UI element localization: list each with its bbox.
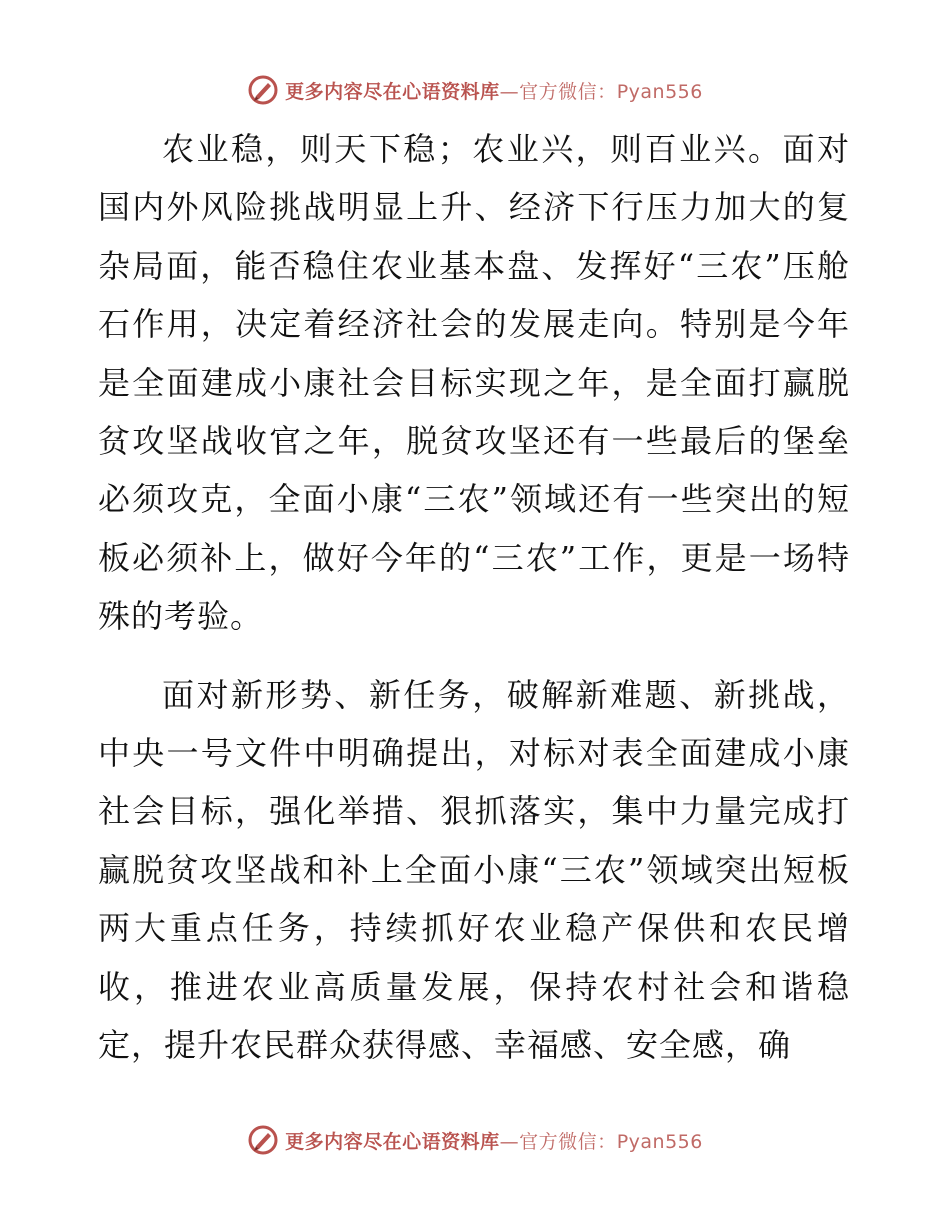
banner-main-text: 更多内容尽在心语资料库 [285, 80, 500, 103]
banner-main-text: 更多内容尽在心语资料库 [285, 1130, 500, 1153]
paragraph-1: 农业稳，则天下稳；农业兴，则百业兴。面对国内外风险挑战明显上升、经济下行压力加大的复杂局面，能否稳住农业基本盘、发挥好“三农”压舱石作用，决定着经济社会的发展走向。特别是今年是全面建成小康社会目标实现之年，是全面打赢脱贫攻坚战收官之年，脱贫攻坚还有一些最后的堡垒必须攻克，全面小康“三农”领域还有一些突出的短板必须补上，做好今年的“三农”工作，更是一场特殊的考验。 [98, 130, 850, 636]
banner-wechat-id: Pyan556 [616, 80, 703, 103]
banner-text [285, 77, 703, 104]
pen-circle-logo-icon [247, 1124, 279, 1156]
document-body [98, 120, 850, 1095]
header-banner [0, 72, 950, 108]
banner-text [285, 1127, 703, 1154]
banner-wechat-label: 官方微信： [519, 1130, 617, 1153]
paragraph-2: 面对新形势、新任务，破解新难题、新挑战，中央一号文件中明确提出，对标对表全面建成小康社会目标，强化举措、狠抓落实，集中力量完成打赢脱贫攻坚战和补上全面小康“三农”领域突出短板两大重点任务，持续抓好农业稳产保供和农民增收，推进农业高质量发展，保持农村社会和谐稳定，提升农民群众获得感、幸福感、安全感，确 [98, 675, 850, 1065]
banner-wechat-id: Pyan556 [616, 1130, 703, 1153]
pen-circle-logo-icon [247, 74, 279, 106]
footer-banner [0, 1122, 950, 1158]
banner-dash: — [499, 1130, 520, 1153]
banner-wechat-label: 官方微信： [519, 80, 617, 103]
banner-dash: — [499, 80, 520, 103]
